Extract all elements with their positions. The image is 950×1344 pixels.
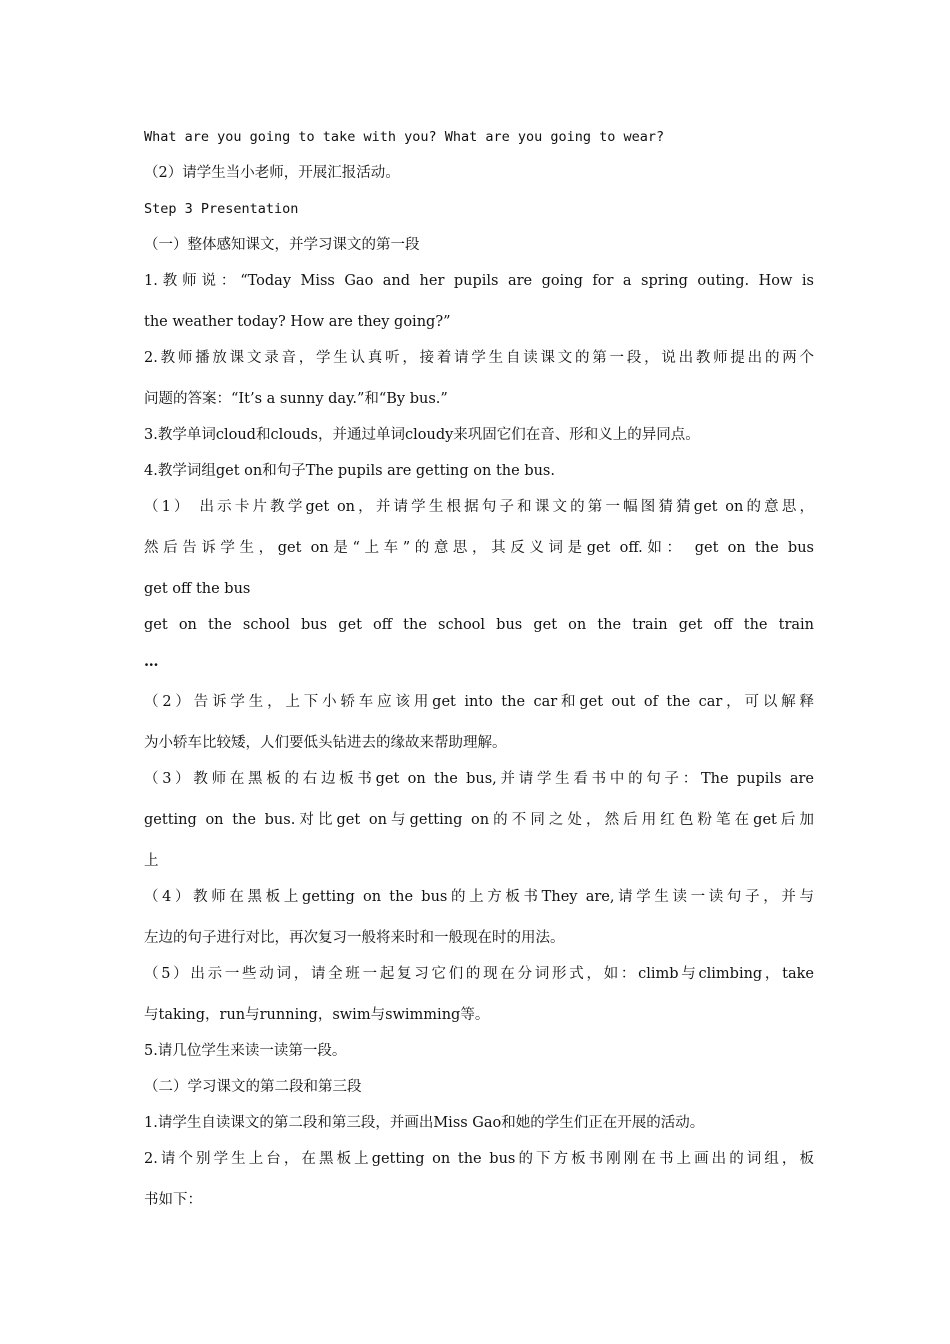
section-heading: （二）学习课文的第二段和第三段 xyxy=(144,1079,362,1095)
text-line: （2）告诉学生，上下小轿车应该用get into the car和get out of the car，可以解释 xyxy=(144,694,814,710)
text-line: 问题的答案：“It’s a sunny day.”和“By bus.” xyxy=(144,391,448,407)
text-line: 3.教学单词cloud和clouds，并通过单词cloudy来巩固它们在音、形和义上的异同点。 xyxy=(144,427,700,443)
text-line: 左边的句子进行对比，再次复习一般将来时和一般现在时的用法。 xyxy=(144,930,565,946)
text-line: get on the school bus get off the school bus get on the train get off the train xyxy=(144,617,814,633)
text-line: Step 3 Presentation xyxy=(144,201,299,217)
text-line: 1.请学生自读课文的第二段和第三段，并画出Miss Gao和她的学生们正在开展的活动。 xyxy=(144,1115,705,1131)
text-line: get off the bus xyxy=(144,581,251,597)
text-line: 2.教师播放课文录音，学生认真听，接着请学生自读课文的第一段，说出教师提出的两个 xyxy=(144,350,814,366)
text-line: the weather today? How are they going?” xyxy=(144,314,451,330)
text-line: 为小轿车比较矮，人们要低头钻进去的缘故来帮助理解。 xyxy=(144,735,507,751)
text-line: 5.请几位学生来读一读第一段。 xyxy=(144,1043,347,1059)
text-line: 4.教学词组get on和句子The pupils are getting on the bus. xyxy=(144,463,555,479)
ellipsis: … xyxy=(144,653,159,670)
text-line: 1.教师说：“Today Miss Gao and her pupils are going for a spring outing. How is xyxy=(144,273,814,289)
section-heading: （一）整体感知课文，并学习课文的第一段 xyxy=(144,237,420,253)
text-line: （3）教师在黑板的右边板书get on the bus,并请学生看书中的句子：The pupils are xyxy=(144,771,814,787)
text-line: 与taking，run与running，swim与swimming等。 xyxy=(144,1007,490,1023)
text-line: （5）出示一些动词，请全班一起复习它们的现在分词形式，如：climb与climbing，take xyxy=(144,966,814,982)
text-line: 然后告诉学生，get on是“上车”的意思，其反义词是get off.如： get on the bus xyxy=(144,540,814,556)
text-line: （4）教师在黑板上getting on the bus的上方板书They are,请学生读一读句子，并与 xyxy=(144,889,814,905)
text-line: 书如下： xyxy=(144,1192,202,1208)
text-line: getting on the bus.对比get on与getting on的不同之处，然后用红色粉笔在get后加 xyxy=(144,812,814,828)
text-line: 上 xyxy=(144,853,159,869)
text-line: What are you going to take with you? What are you going to wear? xyxy=(144,129,665,145)
text-line: 2.请个别学生上台，在黑板上getting on the bus的下方板书刚刚在书上画出的词组，板 xyxy=(144,1151,814,1167)
text-line: （2）请学生当小老师，开展汇报活动。 xyxy=(144,165,400,181)
text-line: （1） 出示卡片教学get on，并请学生根据句子和课文的第一幅图猜猜get on的意思， xyxy=(144,499,814,515)
